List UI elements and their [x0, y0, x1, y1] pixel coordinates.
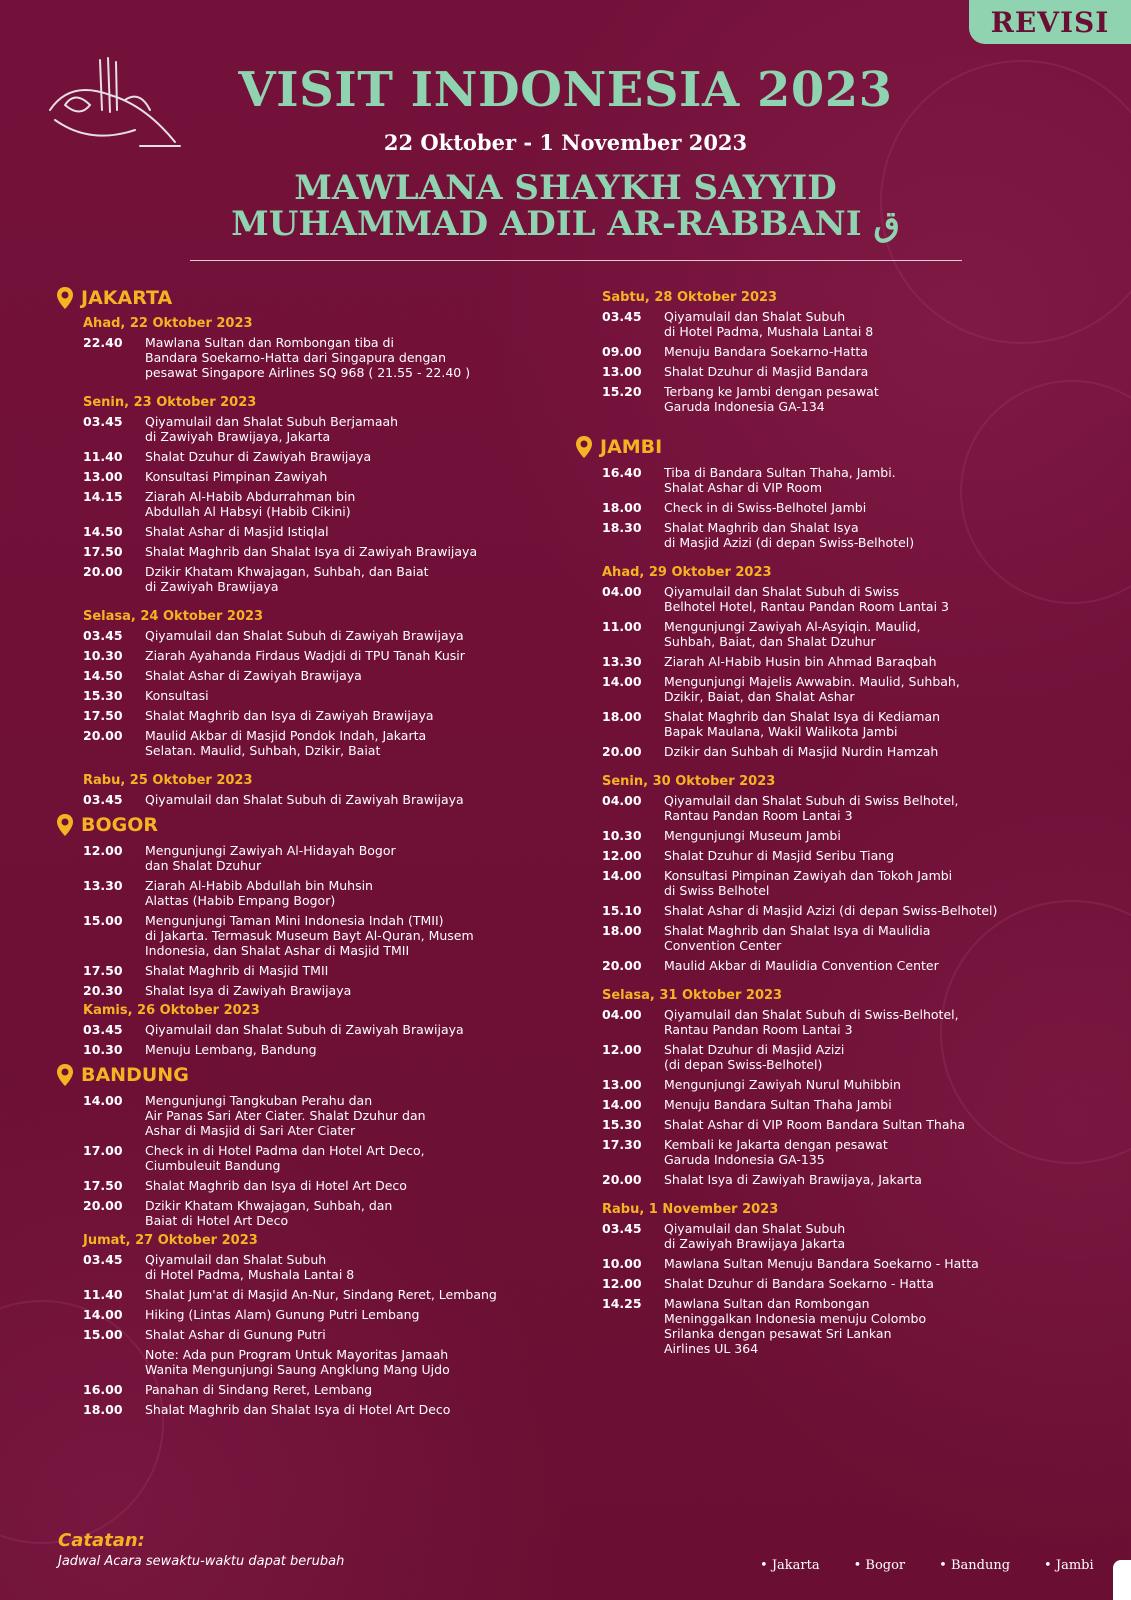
schedule-description: Kembali ke Jakarta dengan pesawat Garuda Indonesia GA-135: [664, 1137, 888, 1167]
schedule-time: 14.50: [83, 524, 123, 539]
location-pin-icon: [55, 286, 75, 310]
schedule-description: Qiyamulail dan Shalat Subuh di Swiss-Belhotel, Rantau Pandan Room Lantai 3: [664, 1007, 959, 1037]
schedule-time: 13.00: [83, 469, 123, 484]
corner-tab: [1113, 1560, 1131, 1600]
schedule-row: [602, 923, 1114, 953]
day-heading: Ahad, 29 Oktober 2023: [602, 565, 772, 580]
divider: [190, 260, 962, 261]
schedule-time: 14.15: [83, 489, 123, 504]
schedule-description: Mengunjungi Museum Jambi: [664, 828, 841, 843]
schedule-row: [602, 584, 1114, 614]
schedule-description: Check in di Swiss-Belhotel Jambi: [664, 500, 867, 515]
schedule-time: 03.45: [83, 628, 123, 643]
schedule-description: Konsultasi Pimpinan Zawiyah dan Tokoh Jambi di Swiss Belhotel: [664, 868, 953, 898]
schedule-time: 12.00: [602, 848, 642, 863]
schedule-row: [83, 1022, 555, 1037]
schedule-description: Shalat Ashar di Masjid Istiqlal: [145, 524, 329, 539]
section-spacer: [55, 385, 555, 395]
city-name: BOGOR: [81, 814, 159, 836]
schedule-row: [602, 1007, 1114, 1037]
schedule-row: [602, 709, 1114, 739]
schedule-row: [83, 1347, 555, 1377]
schedule-row: [83, 963, 555, 978]
schedule-time: 11.00: [602, 619, 642, 634]
schedule-row: [602, 1097, 1114, 1112]
section-spacer: [574, 555, 1114, 565]
schedule-description: Shalat Maghrib di Masjid TMII: [145, 963, 329, 978]
schedule-row: [83, 1307, 555, 1322]
schedule-description: Mengunjungi Zawiyah Nurul Muhibbin: [664, 1077, 901, 1092]
schedule-time: 13.30: [83, 878, 123, 893]
schedule-time: 18.00: [602, 709, 642, 724]
schedule-description: Qiyamulail dan Shalat Subuh di Hotel Padma, Mushala Lantai 8: [664, 309, 874, 339]
schedule-time: 20.30: [83, 983, 123, 998]
schedule-description: Maulid Akbar di Masjid Pondok Indah, Jakarta Selatan. Maulid, Suhbah, Dzikir, Baiat: [145, 728, 427, 758]
schedule-time: 20.00: [83, 1198, 123, 1213]
day-heading: Selasa, 31 Oktober 2023: [602, 988, 783, 1003]
schedule-row: [602, 1172, 1114, 1187]
schedule-description: Menuju Lembang, Bandung: [145, 1042, 317, 1057]
city-legend: [760, 1558, 1094, 1573]
schedule-row: [83, 544, 555, 559]
schedule-time: 17.30: [602, 1137, 642, 1152]
schedule-row: [83, 449, 555, 464]
schedule-description: Konsultasi: [145, 688, 209, 703]
day-heading: Rabu, 25 Oktober 2023: [83, 773, 253, 788]
schedule-row: [602, 1137, 1114, 1167]
schedule-description: Ziarah Al-Habib Abdullah bin Muhsin Alattas (Habib Empang Bogor): [145, 878, 373, 908]
sheikh-name-line-2: MUHAMMAD ADIL AR-RABBANI ق: [231, 204, 900, 244]
day-heading: Senin, 23 Oktober 2023: [83, 395, 257, 410]
schedule-time: 18.30: [602, 520, 642, 535]
schedule-row: [602, 500, 1114, 515]
schedule-time: 14.00: [83, 1093, 123, 1108]
revision-badge: REVISI: [969, 0, 1131, 44]
schedule-row: [83, 668, 555, 683]
schedule-time: 16.40: [602, 465, 642, 480]
schedule-description: Mengunjungi Majelis Awwabin. Maulid, Suhbah, Dzikir, Baiat, dan Shalat Ashar: [664, 674, 960, 704]
schedule-row: [602, 465, 1114, 495]
schedule-row: [83, 1252, 555, 1282]
schedule-description: Mawlana Sultan Menuju Bandara Soekarno - Hatta: [664, 1256, 979, 1271]
schedule-row: [83, 708, 555, 723]
schedule-time: 03.45: [602, 1221, 642, 1236]
schedule-description: Tiba di Bandara Sultan Thaha, Jambi. Shalat Ashar di VIP Room: [664, 465, 896, 495]
schedule-description: Shalat Jum'at di Masjid An-Nur, Sindang Reret, Lembang: [145, 1287, 497, 1302]
schedule-row: [83, 1042, 555, 1057]
section-spacer: [574, 1192, 1114, 1202]
schedule-row: [602, 1296, 1114, 1356]
schedule-description: Mawlana Sultan dan Rombongan tiba di Bandara Soekarno-Hatta dari Singapura dengan pesawat Singapore Airlines SQ 968 ( 21.55 - 22.40 ): [145, 335, 471, 380]
schedule-description: Menuju Bandara Soekarno-Hatta: [664, 344, 868, 359]
schedule-description: Shalat Maghrib dan Shalat Isya di Kediaman Bapak Maulana, Wakil Walikota Jambi: [664, 709, 941, 739]
note-title: Catatan:: [58, 1530, 145, 1551]
schedule-row: [83, 628, 555, 643]
schedule-row: [602, 1117, 1114, 1132]
schedule-time: 14.00: [602, 1097, 642, 1112]
schedule-description: Shalat Ashar di Gunung Putri: [145, 1327, 326, 1342]
section-spacer: [574, 978, 1114, 988]
schedule-row: [602, 828, 1114, 843]
schedule-time: 14.00: [602, 868, 642, 883]
schedule-description: Note: Ada pun Program Untuk Mayoritas Jamaah Wanita Mengunjungi Saung Angklung Mang Ujdo: [145, 1347, 450, 1377]
schedule-description: Dzikir Khatam Khwajagan, Suhbah, dan Baiat di Zawiyah Brawijaya: [145, 564, 429, 594]
schedule-row: [602, 744, 1114, 759]
schedule-description: Hiking (Lintas Alam) Gunung Putri Lembang: [145, 1307, 420, 1322]
schedule-row: [83, 1327, 555, 1342]
schedule-row: [83, 1402, 555, 1417]
schedule-row: [83, 688, 555, 703]
schedule-time: 13.00: [602, 1077, 642, 1092]
schedule-time: 10.30: [602, 828, 642, 843]
schedule-time: 11.40: [83, 449, 123, 464]
schedule-row: [83, 1198, 555, 1228]
schedule-row: [83, 1093, 555, 1138]
sheikh-name-line-1: MAWLANA SHAYKH SAYYID: [294, 168, 837, 208]
schedule-description: Qiyamulail dan Shalat Subuh di Zawiyah Brawijaya: [145, 792, 464, 807]
event-dates: 22 Oktober - 1 November 2023: [383, 130, 748, 155]
schedule-row: [602, 619, 1114, 649]
schedule-row: [83, 792, 555, 807]
legend-item-bogor: • Bogor: [854, 1558, 906, 1573]
schedule-row: [83, 414, 555, 444]
schedule-time: 04.00: [602, 793, 642, 808]
schedule-description: Ziarah Al-Habib Abdurrahman bin Abdullah Al Habsyi (Habib Cikini): [145, 489, 356, 519]
location-pin-icon: [55, 813, 75, 837]
schedule-description: Shalat Isya di Zawiyah Brawijaya: [145, 983, 352, 998]
schedule-row: [602, 344, 1114, 359]
city-name: BANDUNG: [81, 1064, 189, 1086]
schedule-description: Mawlana Sultan dan Rombongan Meninggalkan Indonesia menuju Colombo Srilanka dengan pesawat Sri Lankan Airlines UL 364: [664, 1296, 927, 1356]
schedule-description: Shalat Maghrib dan Shalat Isya di Hotel Art Deco: [145, 1402, 451, 1417]
city-heading: [55, 813, 555, 837]
schedule-row: [602, 364, 1114, 379]
schedule-description: Dzikir dan Suhbah di Masjid Nurdin Hamzah: [664, 744, 939, 759]
schedule-time: 14.25: [602, 1296, 642, 1311]
schedule-row: [83, 524, 555, 539]
schedule-description: Shalat Dzuhur di Masjid Seribu Tiang: [664, 848, 895, 863]
day-heading: Senin, 30 Oktober 2023: [602, 774, 776, 789]
schedule-description: Shalat Ashar di Masjid Azizi (di depan Swiss-Belhotel): [664, 903, 998, 918]
schedule-row: [83, 1178, 555, 1193]
schedule-time: 15.10: [602, 903, 642, 918]
city-heading: [574, 435, 1114, 459]
schedule-row: [83, 728, 555, 758]
schedule-time: 18.00: [602, 500, 642, 515]
schedule-row: [83, 489, 555, 519]
section-spacer: [55, 763, 555, 773]
schedule-description: Shalat Maghrib dan Shalat Isya di Zawiyah Brawijaya: [145, 544, 478, 559]
schedule-description: Mengunjungi Taman Mini Indonesia Indah (TMII) di Jakarta. Termasuk Museum Bayt Al-Quran, Musem Indonesia, dan Shalat Ashar di Masjid TMII: [145, 913, 474, 958]
city-name: JAMBI: [600, 436, 663, 458]
schedule-row: [83, 913, 555, 958]
section-spacer: [574, 419, 1114, 429]
schedule-row: [602, 1221, 1114, 1251]
schedule-description: Ziarah Al-Habib Husin bin Ahmad Baraqbah: [664, 654, 937, 669]
schedule-time: 03.45: [602, 309, 642, 324]
schedule-row: [602, 1042, 1114, 1072]
location-pin-icon: [574, 435, 594, 459]
schedule-time: 22.40: [83, 335, 123, 350]
schedule-time: 03.45: [83, 792, 123, 807]
schedule-left-column: [55, 280, 555, 1422]
schedule-description: Qiyamulail dan Shalat Subuh di Swiss Belhotel Hotel, Rantau Pandan Room Lantai 3: [664, 584, 949, 614]
schedule-time: 14.50: [83, 668, 123, 683]
schedule-row: [602, 309, 1114, 339]
day-heading: Jumat, 27 Oktober 2023: [83, 1233, 258, 1248]
schedule-description: Qiyamulail dan Shalat Subuh di Swiss Belhotel, Rantau Pandan Room Lantai 3: [664, 793, 959, 823]
section-spacer: [55, 599, 555, 609]
schedule-description: Dzikir Khatam Khwajagan, Suhbah, dan Baiat di Hotel Art Deco: [145, 1198, 393, 1228]
schedule-time: 03.45: [83, 414, 123, 429]
schedule-description: Shalat Maghrib dan Shalat Isya di Maulidia Convention Center: [664, 923, 931, 953]
schedule-row: [83, 983, 555, 998]
legend-item-jakarta: • Jakarta: [760, 1558, 820, 1573]
schedule-time: 17.50: [83, 1178, 123, 1193]
schedule-time: 03.45: [83, 1022, 123, 1037]
schedule-row: [83, 843, 555, 873]
schedule-description: Mengunjungi Tangkuban Perahu dan Air Panas Sari Ater Ciater. Shalat Dzuhur dan Ashar di Masjid di Sari Ater Ciater: [145, 1093, 426, 1138]
schedule-row: [602, 903, 1114, 918]
schedule-description: Shalat Ashar di VIP Room Bandara Sultan Thaha: [664, 1117, 966, 1132]
schedule-time: 15.30: [602, 1117, 642, 1132]
schedule-description: Terbang ke Jambi dengan pesawat Garuda Indonesia GA-134: [664, 384, 879, 414]
schedule-row: [83, 335, 555, 380]
schedule-description: Maulid Akbar di Maulidia Convention Center: [664, 958, 939, 973]
day-heading: Kamis, 26 Oktober 2023: [83, 1003, 260, 1018]
schedule-time: 16.00: [83, 1382, 123, 1397]
schedule-time: 03.45: [83, 1252, 123, 1267]
schedule-row: [602, 1276, 1114, 1291]
schedule-time: 17.50: [83, 963, 123, 978]
schedule-time: 15.20: [602, 384, 642, 399]
schedule-row: [602, 674, 1114, 704]
schedule-row: [83, 564, 555, 594]
schedule-time: 09.00: [602, 344, 642, 359]
schedule-description: Shalat Dzuhur di Bandara Soekarno - Hatta: [664, 1276, 934, 1291]
schedule-description: Shalat Dzuhur di Zawiyah Brawijaya: [145, 449, 372, 464]
schedule-description: Shalat Isya di Zawiyah Brawijaya, Jakarta: [664, 1172, 922, 1187]
schedule-time: 12.00: [83, 843, 123, 858]
schedule-row: [602, 520, 1114, 550]
schedule-time: 12.00: [602, 1276, 642, 1291]
schedule-time: 20.00: [83, 728, 123, 743]
schedule-row: [602, 654, 1114, 669]
schedule-description: Shalat Dzuhur di Masjid Bandara: [664, 364, 869, 379]
city-name: JAKARTA: [81, 287, 173, 309]
schedule-time: 20.00: [602, 958, 642, 973]
schedule-description: Qiyamulail dan Shalat Subuh di Zawiyah Brawijaya: [145, 1022, 464, 1037]
page-title: VISIT INDONESIA 2023: [238, 62, 893, 118]
schedule-description: Panahan di Sindang Reret, Lembang: [145, 1382, 373, 1397]
schedule-row: [83, 469, 555, 484]
schedule-description: Shalat Ashar di Zawiyah Brawijaya: [145, 668, 362, 683]
schedule-right-column: [574, 280, 1114, 1361]
schedule-row: [83, 1143, 555, 1173]
schedule-description: Ziarah Ayahanda Firdaus Wadjdi di TPU Tanah Kusir: [145, 648, 465, 663]
section-spacer: [574, 764, 1114, 774]
day-heading: Ahad, 22 Oktober 2023: [83, 316, 253, 331]
schedule-time: 14.00: [83, 1307, 123, 1322]
schedule-row: [602, 1256, 1114, 1271]
legend-item-jambi: • Jambi: [1044, 1558, 1094, 1573]
schedule-time: 04.00: [602, 584, 642, 599]
schedule-time: 18.00: [602, 923, 642, 938]
schedule-time: 18.00: [83, 1402, 123, 1417]
section-spacer: [574, 280, 1114, 290]
schedule-time: [83, 1347, 145, 1377]
schedule-description: Menuju Bandara Sultan Thaha Jambi: [664, 1097, 892, 1112]
schedule-time: 11.40: [83, 1287, 123, 1302]
schedule-time: 10.30: [83, 1042, 123, 1057]
schedule-description: Konsultasi Pimpinan Zawiyah: [145, 469, 328, 484]
schedule-time: 12.00: [602, 1042, 642, 1057]
legend-item-bandung: • Bandung: [939, 1558, 1010, 1573]
schedule-row: [602, 958, 1114, 973]
schedule-time: 04.00: [602, 1007, 642, 1022]
schedule-row: [83, 648, 555, 663]
city-heading: [55, 1063, 555, 1087]
schedule-description: Shalat Maghrib dan Isya di Zawiyah Brawijaya: [145, 708, 434, 723]
schedule-description: Check in di Hotel Padma dan Hotel Art Deco, Ciumbuleuit Bandung: [145, 1143, 425, 1173]
schedule-row: [602, 1077, 1114, 1092]
schedule-description: Qiyamulail dan Shalat Subuh Berjamaah di Zawiyah Brawijaya, Jakarta: [145, 414, 399, 444]
schedule-time: 17.50: [83, 544, 123, 559]
schedule-time: 10.30: [83, 648, 123, 663]
schedule-row: [602, 384, 1114, 414]
day-heading: Sabtu, 28 Oktober 2023: [602, 290, 778, 305]
schedule-time: 15.00: [83, 913, 123, 928]
schedule-row: [602, 848, 1114, 863]
schedule-description: Qiyamulail dan Shalat Subuh di Hotel Padma, Mushala Lantai 8: [145, 1252, 355, 1282]
schedule-row: [602, 793, 1114, 823]
schedule-description: Qiyamulail dan Shalat Subuh di Zawiyah Brawijaya Jakarta: [664, 1221, 846, 1251]
schedule-time: 15.30: [83, 688, 123, 703]
schedule-time: 14.00: [602, 674, 642, 689]
schedule-time: 17.50: [83, 708, 123, 723]
schedule-time: 20.00: [602, 744, 642, 759]
schedule-row: [602, 868, 1114, 898]
schedule-description: Shalat Maghrib dan Shalat Isya di Masjid Azizi (di depan Swiss-Belhotel): [664, 520, 915, 550]
note-body: Jadwal Acara sewaktu-waktu dapat berubah: [58, 1554, 345, 1569]
schedule-description: Qiyamulail dan Shalat Subuh di Zawiyah Brawijaya: [145, 628, 464, 643]
schedule-description: Shalat Dzuhur di Masjid Azizi (di depan Swiss-Belhotel): [664, 1042, 845, 1072]
schedule-time: 20.00: [83, 564, 123, 579]
schedule-time: 20.00: [602, 1172, 642, 1187]
schedule-time: 13.30: [602, 654, 642, 669]
schedule-description: Mengunjungi Zawiyah Al-Asyiqin. Maulid, Suhbah, Baiat, dan Shalat Dzuhur: [664, 619, 921, 649]
schedule-row: [83, 878, 555, 908]
day-heading: Rabu, 1 November 2023: [602, 1202, 779, 1217]
schedule-time: 17.00: [83, 1143, 123, 1158]
day-heading: Selasa, 24 Oktober 2023: [83, 609, 264, 624]
schedule-time: 13.00: [602, 364, 642, 379]
schedule-row: [83, 1287, 555, 1302]
sheikh-name: [0, 170, 1131, 242]
location-pin-icon: [55, 1063, 75, 1087]
schedule-row: [83, 1382, 555, 1397]
schedule-description: Mengunjungi Zawiyah Al-Hidayah Bogor dan Shalat Dzuhur: [145, 843, 396, 873]
schedule-time: 10.00: [602, 1256, 642, 1271]
schedule-description: Shalat Maghrib dan Isya di Hotel Art Deco: [145, 1178, 407, 1193]
city-heading: [55, 286, 555, 310]
schedule-time: 15.00: [83, 1327, 123, 1342]
